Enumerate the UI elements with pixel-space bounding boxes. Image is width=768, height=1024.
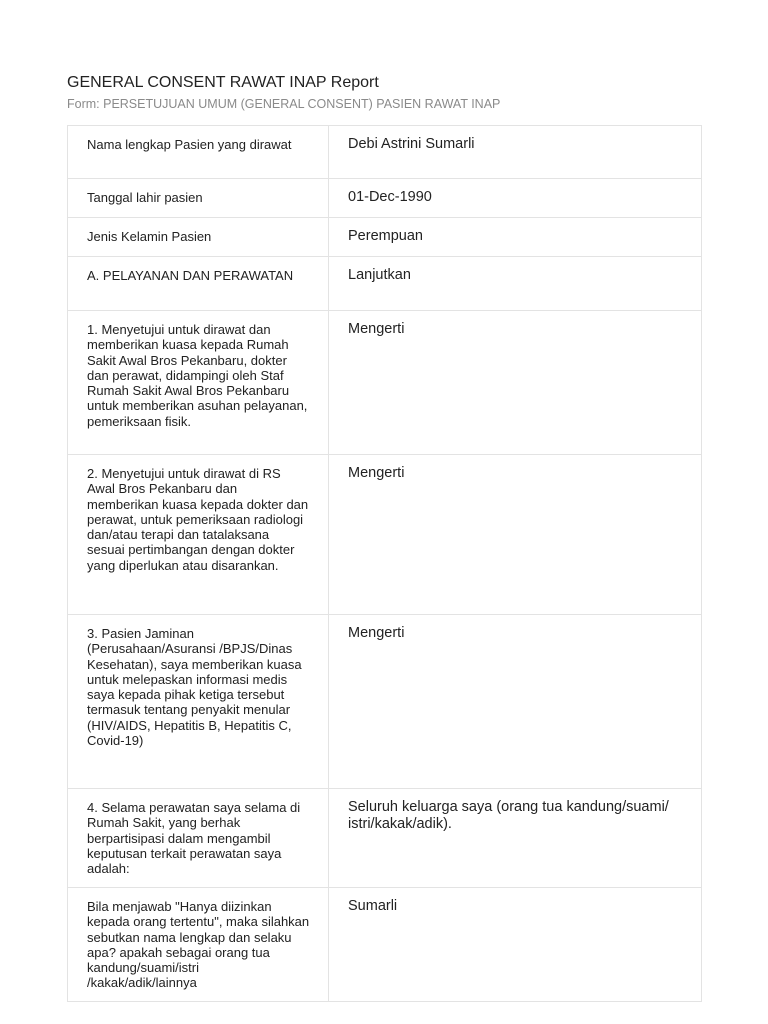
question-cell: Nama lengkap Pasien yang dirawat — [68, 126, 329, 179]
answer-cell: Debi Astrini Sumarli — [329, 126, 702, 179]
form-prefix: Form: — [67, 97, 104, 111]
report-title: GENERAL CONSENT RAWAT INAP Report — [67, 74, 379, 91]
report-header — [67, 73, 500, 112]
question-cell: Tanggal lahir pasien — [68, 179, 329, 218]
answers-table — [67, 125, 702, 1002]
answer-cell: Sumarli — [329, 888, 702, 1002]
question-cell: Bila menjawab "Hanya diizinkan kepada orang tertentu", maka silahkan sebutkan nama lengkap dan selaku apa? apakah sebagai orang tua kandung/suami/istri /kakak/adik/lainnya — [68, 888, 329, 1002]
table-row — [68, 789, 702, 888]
table-row — [68, 179, 702, 218]
table-row — [68, 311, 702, 455]
table-row — [68, 888, 702, 1002]
question-cell: A. PELAYANAN DAN PERAWATAN — [68, 257, 329, 311]
question-cell: Jenis Kelamin Pasien — [68, 218, 329, 257]
form-subtitle — [67, 96, 500, 112]
table-row — [68, 257, 702, 311]
question-cell: 1. Menyetujui untuk dirawat dan memberikan kuasa kepada Rumah Sakit Awal Bros Pekanbaru, dokter dan perawat, didampingi oleh Staf Rumah Sakit Awal Bros Pekanbaru untuk memberikan asuhan pelayanan, pemeriksaan fisik. — [68, 311, 329, 455]
answer-cell: Perempuan — [329, 218, 702, 257]
answer-cell: Mengerti — [329, 615, 702, 789]
answer-cell: Mengerti — [329, 455, 702, 615]
question-cell: 4. Selama perawatan saya selama di Rumah Sakit, yang berhak berpartisipasi dalam mengambil keputusan terkait perawatan saya adalah: — [68, 789, 329, 888]
answer-cell: 01-Dec-1990 — [329, 179, 702, 218]
table-row — [68, 615, 702, 789]
question-cell: 3. Pasien Jaminan (Perusahaan/Asuransi /BPJS/Dinas Kesehatan), saya memberikan kuasa untuk melepaskan informasi medis saya kepada pihak ketiga tersebut termasuk tentang penyakit menular (HIV/AIDS, Hepatitis B, Hepatitis C, Covid-19) — [68, 615, 329, 789]
answer-cell: Lanjutkan — [329, 257, 702, 311]
table-row — [68, 218, 702, 257]
table-row — [68, 455, 702, 615]
question-cell: 2. Menyetujui untuk dirawat di RS Awal Bros Pekanbaru dan memberikan kuasa kepada dokter dan perawat, untuk pemeriksaan radiologi dan/atau terapi dan tatalaksana sesuai pertimbangan dengan dokter yang diperlukan atau disarankan. — [68, 455, 329, 615]
form-name: PERSETUJUAN UMUM (GENERAL CONSENT) PASIEN RAWAT INAP — [103, 97, 501, 111]
table-row — [68, 126, 702, 179]
answer-cell: Seluruh keluarga saya (orang tua kandung/suami/ istri/kakak/adik). — [329, 789, 702, 888]
answer-cell: Mengerti — [329, 311, 702, 455]
